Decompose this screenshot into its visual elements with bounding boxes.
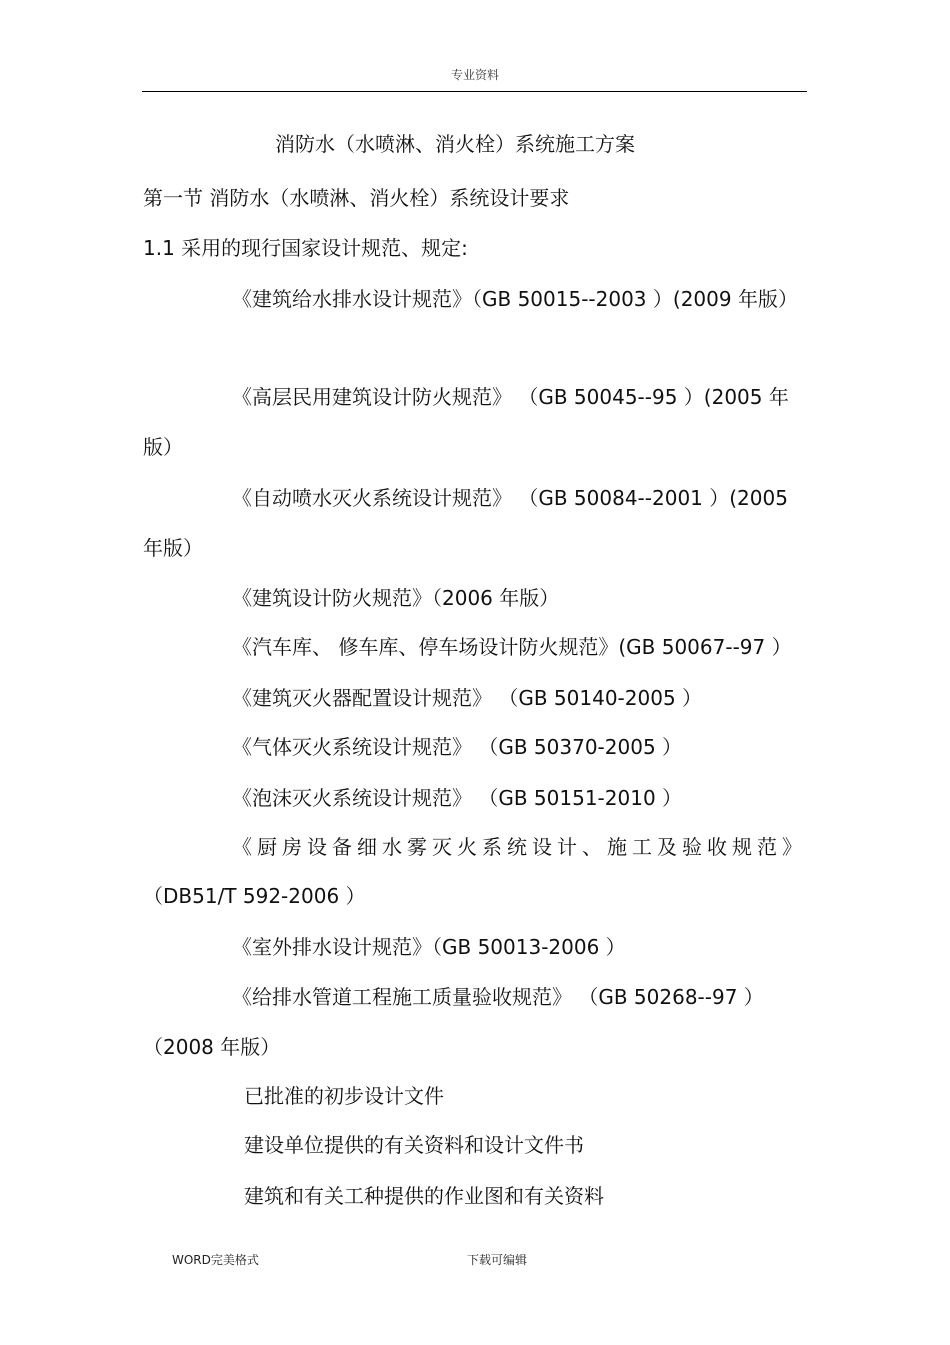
standard-item-continued: （DB51/T 592-2006 ） bbox=[143, 884, 366, 908]
standard-item: 《气体灭火系统设计规范》 （GB 50370-2005 ） bbox=[232, 735, 683, 759]
standard-item-continued: （2008 年版） bbox=[143, 1035, 281, 1059]
document-title: 消防水（水喷淋、消火栓）系统施工方案 bbox=[275, 132, 635, 156]
standard-item: 《给排水管道工程施工质量验收规范》 （GB 50268--97 ） bbox=[232, 985, 764, 1009]
standard-item: 《室外排水设计规范》（GB 50013-2006 ） bbox=[232, 935, 626, 959]
document-item: 建设单位提供的有关资料和设计文件书 bbox=[244, 1133, 584, 1157]
standard-item: 《厨房设备细水雾灭火系统设计、施工及验收规范》 bbox=[232, 835, 807, 859]
standard-item: 《建筑设计防火规范》（2006 年版） bbox=[232, 586, 560, 610]
standard-item: 《建筑给水排水设计规范》（GB 50015--2003 ）(2009 年版） bbox=[232, 287, 798, 311]
document-item: 已批准的初步设计文件 bbox=[244, 1084, 444, 1108]
standard-item: 《自动喷水灭火系统设计规范》 （GB 50084--2001 ）(2005 bbox=[232, 486, 788, 510]
document-item: 建筑和有关工种提供的作业图和有关资料 bbox=[244, 1184, 604, 1208]
standard-item-justified bbox=[232, 834, 807, 860]
header-rule bbox=[142, 91, 807, 92]
footer-right: 下载可编辑 bbox=[467, 1253, 528, 1267]
standard-item: 《泡沫灭火系统设计规范》 （GB 50151-2010 ） bbox=[232, 786, 683, 810]
standard-item: 《汽车库、 修车库、停车场设计防火规范》(GB 50067--97 ） bbox=[232, 635, 792, 659]
page-header: 专业资料 bbox=[450, 68, 499, 82]
standard-item: 《高层民用建筑设计防火规范》 （GB 50045--95 ）(2005 年 bbox=[232, 385, 789, 409]
footer-left: WORD完美格式 bbox=[172, 1253, 259, 1267]
subsection-heading: 1.1 采用的现行国家设计规范、规定: bbox=[143, 236, 468, 260]
standard-item: 《建筑灭火器配置设计规范》 （GB 50140-2005 ） bbox=[232, 686, 703, 710]
standard-item-continued: 年版） bbox=[143, 536, 203, 560]
standard-item-continued: 版） bbox=[143, 435, 183, 459]
section-heading: 第一节 消防水（水喷淋、消火栓）系统设计要求 bbox=[143, 186, 570, 210]
